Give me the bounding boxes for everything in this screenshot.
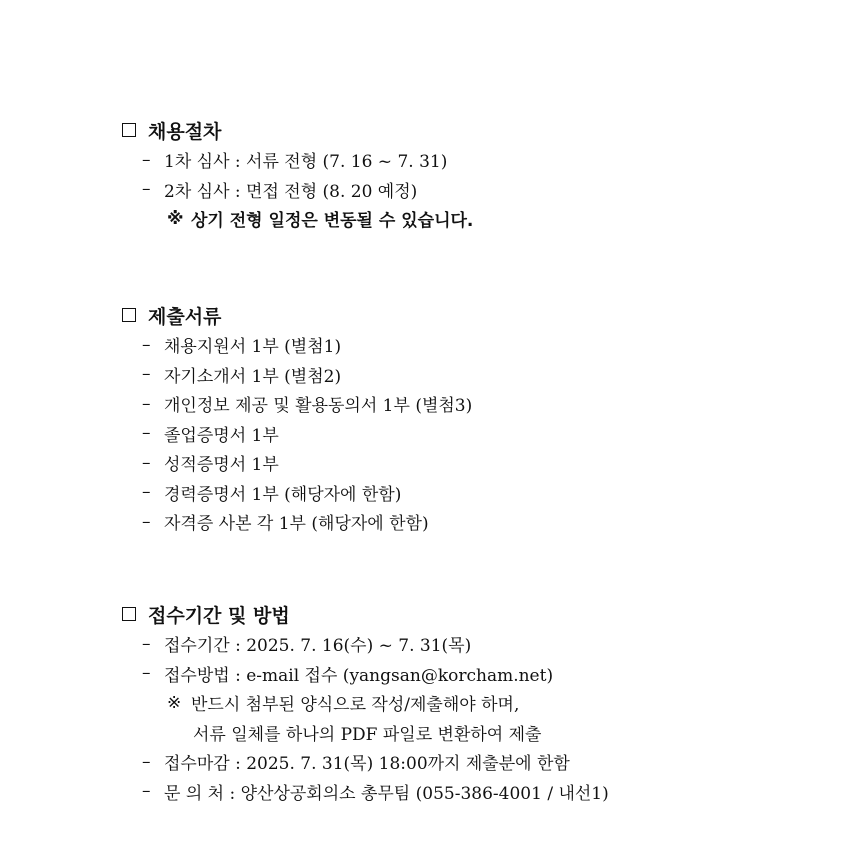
checkbox-square-icon <box>122 607 136 621</box>
list-item <box>122 360 829 390</box>
dash-bullet: – <box>142 452 151 473</box>
section-submission-period-method <box>122 599 829 806</box>
list-item-text: 2차 심사 : 면접 전형 (8. 20 예정) <box>164 181 418 202</box>
submission-format-note <box>122 688 829 718</box>
list-item <box>122 629 829 659</box>
list-item <box>122 330 829 360</box>
list-item <box>122 145 829 175</box>
reference-mark-icon: ※ <box>167 208 184 229</box>
dash-bullet: – <box>142 751 151 772</box>
list-item-text: 경력증명서 1부 (해당자에 한함) <box>164 484 402 505</box>
submission-format-note-continued <box>122 718 829 748</box>
list-item <box>122 448 829 478</box>
list-item-text: 졸업증명서 1부 <box>164 425 279 446</box>
dash-bullet: – <box>142 781 151 802</box>
dash-bullet: – <box>142 663 151 684</box>
section-heading <box>122 300 829 330</box>
dash-bullet: – <box>142 633 151 654</box>
list-item <box>122 175 829 205</box>
list-item <box>122 419 829 449</box>
section-required-documents <box>122 300 829 537</box>
list-item-text: 자기소개서 1부 (별첨2) <box>164 366 342 387</box>
section-heading <box>122 115 829 145</box>
checkbox-square-icon <box>122 123 136 137</box>
dash-bullet: – <box>142 334 151 355</box>
list-item-text: 1차 심사 : 서류 전형 (7. 16 ~ 7. 31) <box>164 152 448 173</box>
section-title: 채용절차 <box>148 120 222 143</box>
list-item <box>122 747 829 777</box>
list-item <box>122 659 829 689</box>
dash-bullet: – <box>142 511 151 532</box>
list-item-text: 문 의 처 : 양산상공회의소 총무팀 (055-386-4001 / 내선1) <box>164 783 609 804</box>
list-item-text: 자격증 사본 각 1부 (해당자에 한함) <box>164 514 429 535</box>
dash-bullet: – <box>142 179 151 200</box>
list-item-text: 접수방법 : e-mail 접수 (yangsan@korcham.net) <box>164 665 554 686</box>
list-item <box>122 478 829 508</box>
section-title: 접수기간 및 방법 <box>148 604 290 627</box>
list-item-text: 채용지원서 1부 (별첨1) <box>164 337 342 358</box>
dash-bullet: – <box>142 423 151 444</box>
note-text: 서류 일체를 하나의 PDF 파일로 변환하여 제출 <box>193 724 542 745</box>
list-item-text: 접수마감 : 2025. 7. 31(목) 18:00까지 제출분에 한함 <box>164 754 570 775</box>
list-item-text: 성적증명서 1부 <box>164 455 279 476</box>
list-item-text: 개인정보 제공 및 활용동의서 1부 (별첨3) <box>164 396 473 417</box>
reference-mark-icon: ※ <box>167 692 182 713</box>
note-text: 반드시 첨부된 양식으로 작성/제출해야 하며, <box>191 695 520 716</box>
section-heading <box>122 599 829 629</box>
note-text: 상기 전형 일정은 변동될 수 있습니다. <box>191 211 474 232</box>
list-item-text: 접수기간 : 2025. 7. 16(수) ~ 7. 31(목) <box>164 636 472 657</box>
dash-bullet: – <box>142 393 151 414</box>
dash-bullet: – <box>142 364 151 385</box>
section-hiring-procedure <box>122 115 829 234</box>
section-title: 제출서류 <box>148 305 222 328</box>
dash-bullet: – <box>142 149 151 170</box>
list-item <box>122 507 829 537</box>
dash-bullet: – <box>142 482 151 503</box>
list-item <box>122 389 829 419</box>
checkbox-square-icon <box>122 308 136 322</box>
schedule-change-note <box>122 204 829 234</box>
list-item <box>122 777 829 807</box>
